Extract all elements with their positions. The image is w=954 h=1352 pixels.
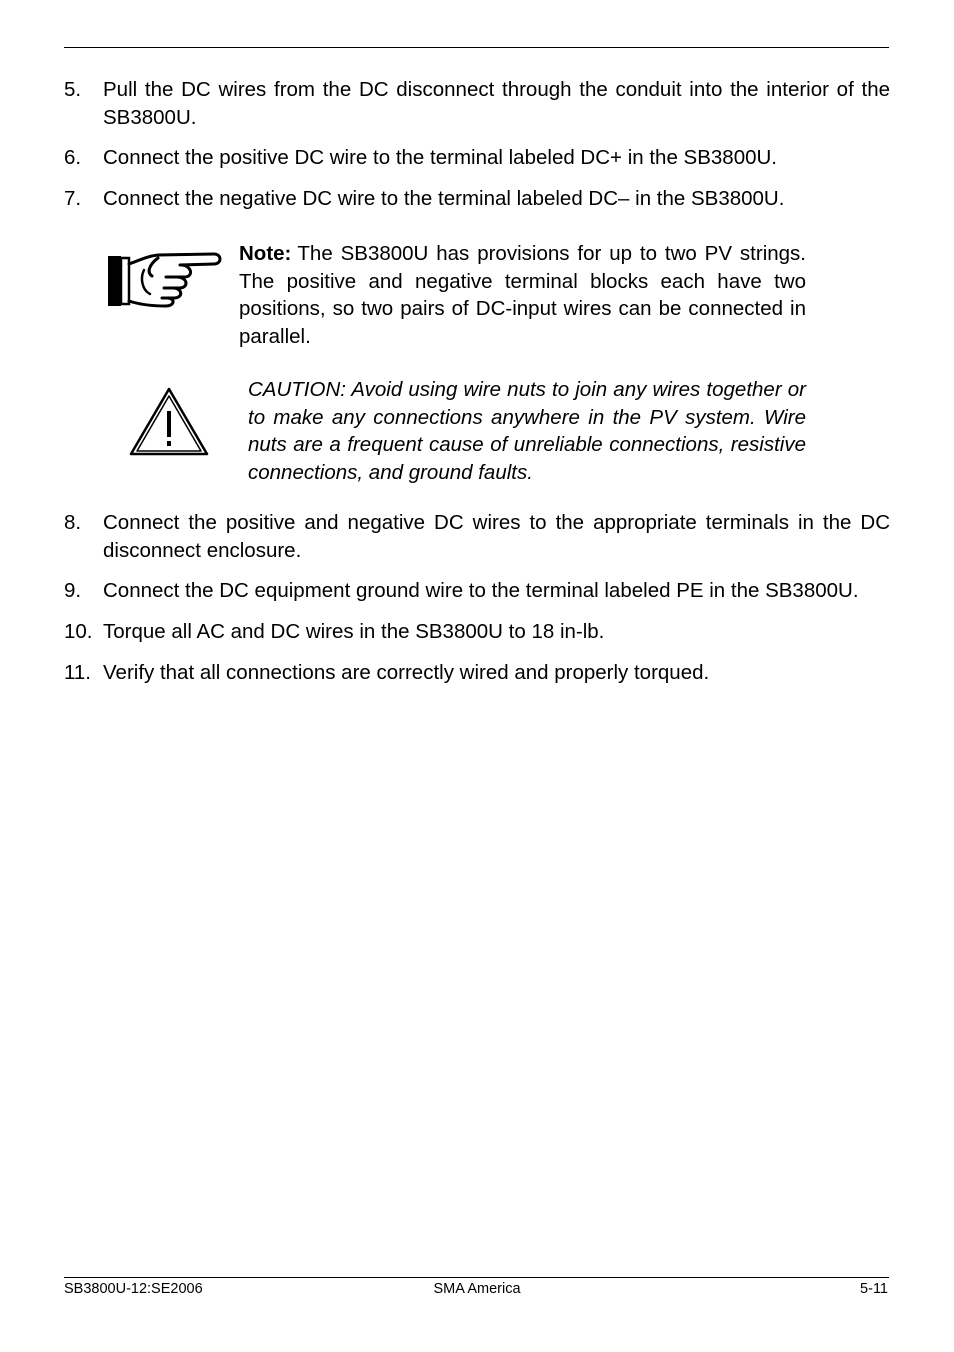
- step-text: Pull the DC wires from the DC disconnect through the conduit into the interior of the SB3800U.: [103, 78, 890, 129]
- step-5: [64, 76, 890, 131]
- footer-page-number: 5-11: [860, 1281, 888, 1297]
- note-text: The SB3800U has provisions for up to two PV strings. The positive and negative terminal blocks each have two positions, so two pairs of DC-input wires can be connected in parallel.: [239, 242, 806, 348]
- warning-triangle-icon: [129, 387, 209, 457]
- step-text: Connect the positive DC wire to the terminal labeled DC+ in the SB3800U.: [103, 146, 778, 169]
- caution-text: CAUTION: Avoid using wire nuts to join any wires together or to make any connections anywhere in the PV system. Wire nuts are a frequent cause of unreliable connections, resistive connections, and ground faults.: [248, 378, 806, 484]
- footer-document-id: SB3800U-12:SE2006: [64, 1281, 203, 1297]
- step-number: 7.: [64, 187, 82, 210]
- header-rule: [64, 47, 889, 48]
- pointing-hand-icon: [106, 246, 224, 310]
- step-7: [64, 185, 890, 213]
- step-text: Verify that all connections are correctly wired and properly torqued.: [103, 661, 710, 684]
- step-text: Connect the positive and negative DC wires to the appropriate terminals in the DC disconnect enclosure.: [103, 511, 890, 562]
- step-text: Connect the negative DC wire to the terminal labeled DC– in the SB3800U.: [103, 187, 785, 210]
- note-block: [239, 240, 806, 350]
- step-number: 5.: [64, 78, 82, 101]
- note-label: Note:: [239, 242, 292, 265]
- step-number: 11.: [64, 661, 91, 684]
- caution-block: [248, 376, 806, 486]
- step-9: [64, 577, 890, 605]
- step-number: 9.: [64, 579, 82, 602]
- step-number: 8.: [64, 511, 82, 534]
- footer-company: SMA America: [433, 1281, 521, 1297]
- step-10: [64, 618, 890, 646]
- step-8: [64, 509, 890, 564]
- step-number: 10.: [64, 620, 93, 643]
- step-11: [64, 659, 890, 687]
- step-number: 6.: [64, 146, 82, 169]
- footer-rule: [64, 1277, 889, 1278]
- step-text: Connect the DC equipment ground wire to the terminal labeled PE in the SB3800U.: [103, 579, 859, 602]
- step-6: [64, 144, 890, 172]
- step-text: Torque all AC and DC wires in the SB3800U to 18 in-lb.: [103, 620, 605, 643]
